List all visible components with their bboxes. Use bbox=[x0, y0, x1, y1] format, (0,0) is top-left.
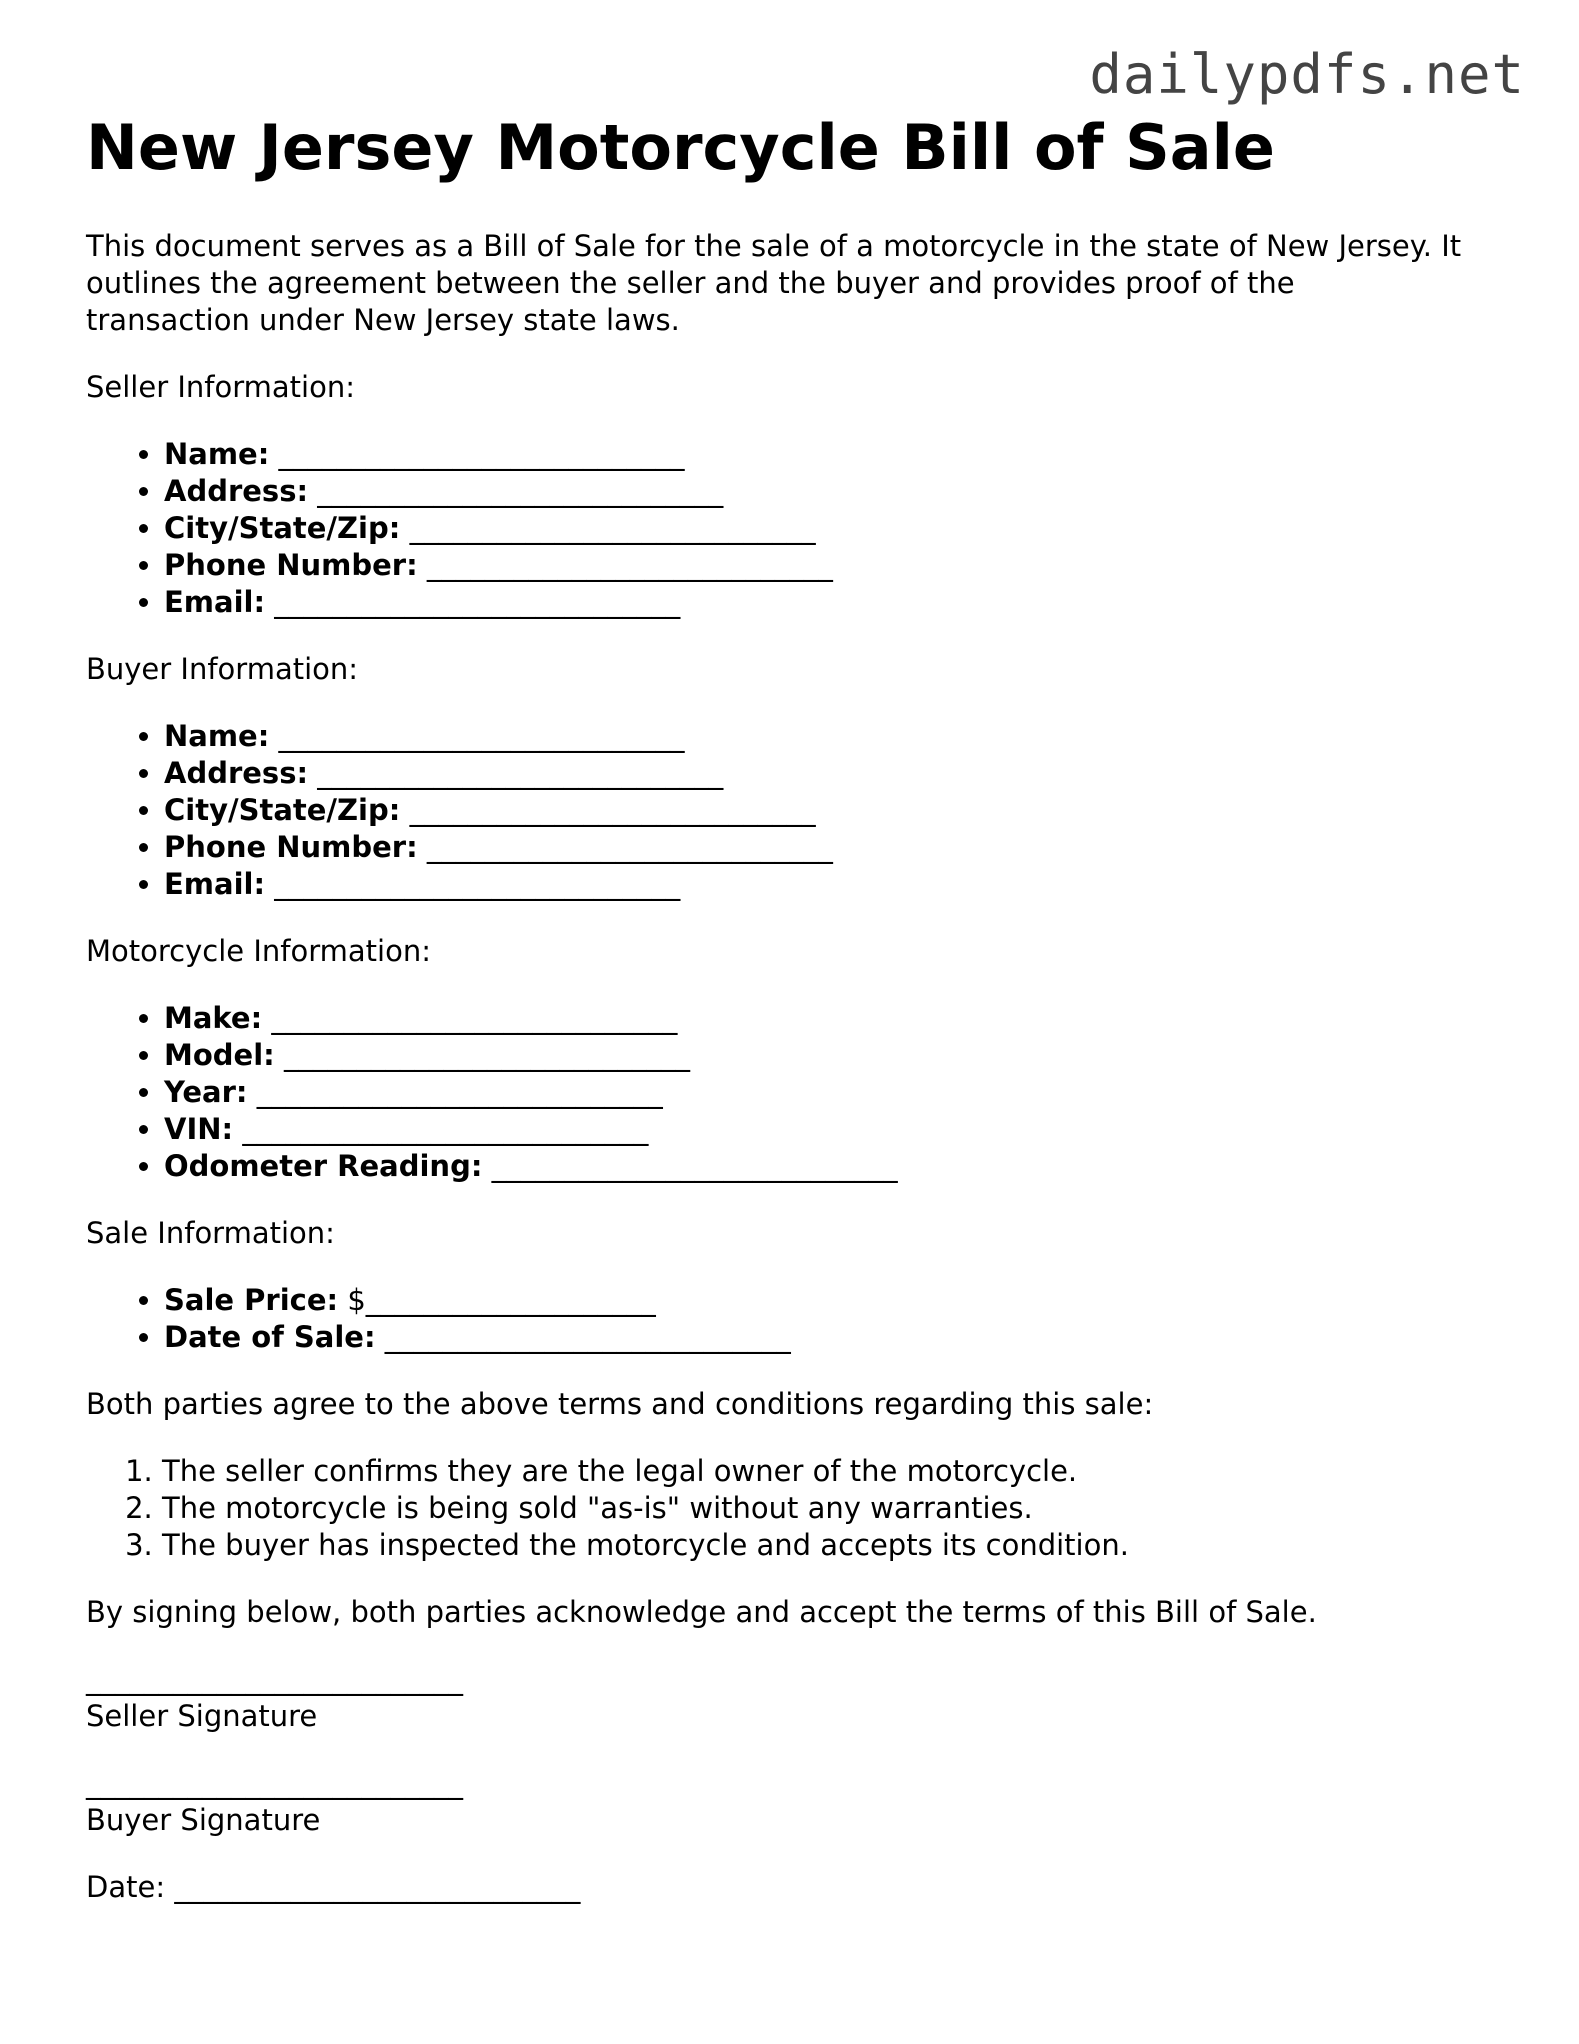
blank-line[interactable]: ____________________________ bbox=[283, 1038, 690, 1072]
document-page bbox=[86, 112, 1496, 1906]
blank-line[interactable]: ____________________________ bbox=[409, 511, 816, 545]
blank-line[interactable]: ____________________________ bbox=[278, 437, 685, 471]
blank-line[interactable]: ____________________________ bbox=[426, 830, 833, 864]
buyer-signature-label: Buyer Signature bbox=[86, 1803, 321, 1837]
blank-line[interactable]: ____________________________ bbox=[426, 548, 833, 582]
motorcycle-year-field: • Year: ____________________________ bbox=[164, 1074, 1496, 1111]
term-item: 2. The motorcycle is being sold "as-is" without any warranties. bbox=[162, 1490, 1496, 1527]
signature-date-field bbox=[86, 1869, 1496, 1906]
sale-section-heading: Sale Information: bbox=[86, 1216, 335, 1250]
seller-signature-line[interactable]: __________________________ bbox=[86, 1662, 463, 1696]
blank-line[interactable]: ____________________________ bbox=[491, 1149, 898, 1183]
closing-statement: By signing below, both parties acknowledge and accept the terms of this Bill of Sale. bbox=[86, 1595, 1317, 1629]
blank-line[interactable]: ____________________________ bbox=[409, 793, 816, 827]
buyer-address-field: • Address: ____________________________ bbox=[164, 755, 1496, 792]
motorcycle-model-field: • Model: ____________________________ bbox=[164, 1037, 1496, 1074]
dollar-sign: $ bbox=[347, 1283, 366, 1317]
buyer-section-heading: Buyer Information: bbox=[86, 652, 359, 686]
blank-line[interactable]: ____________________________ bbox=[384, 1320, 791, 1354]
intro-paragraph: This document serves as a Bill of Sale for the sale of a motorcycle in the state of New Jersey. It outlines the agreement between the seller and the buyer and provides proof of the transaction under New Jersey state laws. bbox=[86, 229, 1462, 337]
seller-city-state-zip-field: • City/State/Zip: ____________________________ bbox=[164, 510, 1496, 547]
motorcycle-make-field: • Make: ____________________________ bbox=[164, 1000, 1496, 1037]
terms-list bbox=[86, 1453, 1496, 1564]
blank-line[interactable]: ____________________________ bbox=[174, 1870, 581, 1904]
blank-line[interactable]: ____________________________ bbox=[274, 585, 681, 619]
seller-field-list bbox=[86, 436, 1496, 621]
term-item: 3. The buyer has inspected the motorcycle and accepts its condition. bbox=[162, 1527, 1496, 1564]
term-item: 1. The seller confirms they are the legal owner of the motorcycle. bbox=[162, 1453, 1496, 1490]
buyer-field-list bbox=[86, 718, 1496, 903]
buyer-signature-block bbox=[86, 1765, 1496, 1839]
seller-email-field: • Email: ____________________________ bbox=[164, 584, 1496, 621]
seller-phone-field: • Phone Number: ____________________________ bbox=[164, 547, 1496, 584]
sale-price-field: • Sale Price: $____________________ bbox=[164, 1282, 1496, 1319]
blank-line[interactable]: ____________________________ bbox=[274, 867, 681, 901]
blank-line[interactable]: ____________________________ bbox=[271, 1001, 678, 1035]
sale-date-field: • Date of Sale: ____________________________ bbox=[164, 1319, 1496, 1356]
motorcycle-odometer-field: • Odometer Reading: ____________________________ bbox=[164, 1148, 1496, 1185]
seller-signature-block bbox=[86, 1661, 1496, 1735]
blank-line[interactable]: ____________________________ bbox=[317, 474, 724, 508]
blank-line[interactable]: ____________________________ bbox=[256, 1075, 663, 1109]
buyer-city-state-zip-field: • City/State/Zip: ____________________________ bbox=[164, 792, 1496, 829]
blank-line[interactable]: ____________________ bbox=[365, 1283, 656, 1317]
motorcycle-vin-field: • VIN: ____________________________ bbox=[164, 1111, 1496, 1148]
buyer-signature-line[interactable]: __________________________ bbox=[86, 1766, 463, 1800]
seller-signature-label: Seller Signature bbox=[86, 1699, 318, 1733]
buyer-phone-field: • Phone Number: ____________________________ bbox=[164, 829, 1496, 866]
buyer-name-field: • Name: ____________________________ bbox=[164, 718, 1496, 755]
sale-field-list bbox=[86, 1282, 1496, 1356]
watermark-text: dailypdfs.net bbox=[1089, 43, 1525, 106]
seller-address-field: • Address: ____________________________ bbox=[164, 473, 1496, 510]
agreement-intro: Both parties agree to the above terms and conditions regarding this sale: bbox=[86, 1387, 1154, 1421]
blank-line[interactable]: ____________________________ bbox=[317, 756, 724, 790]
signature-date-label: Date: bbox=[86, 1870, 166, 1904]
blank-line[interactable]: ____________________________ bbox=[242, 1112, 649, 1146]
buyer-email-field: • Email: ____________________________ bbox=[164, 866, 1496, 903]
page-title: New Jersey Motorcycle Bill of Sale bbox=[86, 111, 1275, 184]
seller-name-field: • Name: ____________________________ bbox=[164, 436, 1496, 473]
motorcycle-field-list bbox=[86, 1000, 1496, 1185]
blank-line[interactable]: ____________________________ bbox=[278, 719, 685, 753]
seller-section-heading: Seller Information: bbox=[86, 370, 355, 404]
motorcycle-section-heading: Motorcycle Information: bbox=[86, 934, 431, 968]
